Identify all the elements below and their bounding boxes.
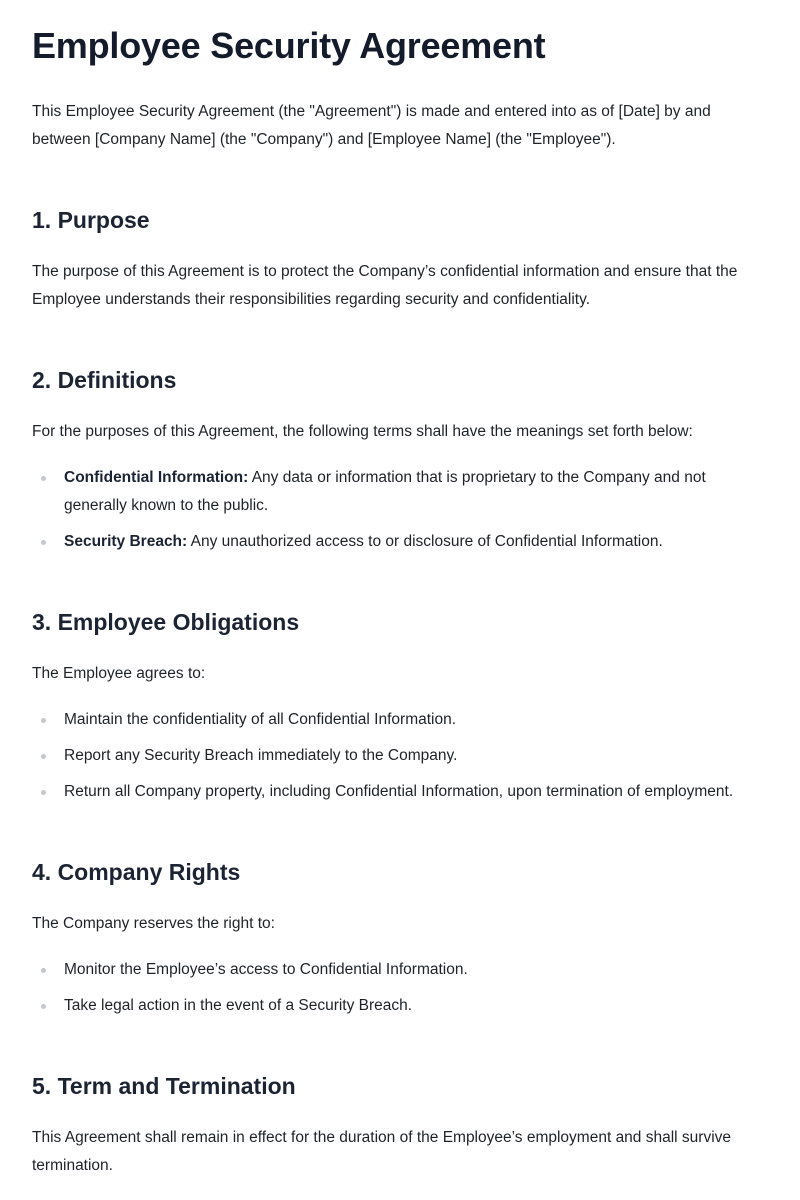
list-item: Take legal action in the event of a Security Breach. (64, 992, 768, 1020)
definition-text: Any data or information that is proprietary to the Company and not generally known to the public. (64, 469, 706, 514)
definition-text: Any unauthorized access to or disclosure of Confidential Information. (187, 533, 663, 550)
intro-paragraph: This Employee Security Agreement (the "Agreement") is made and entered into as of [Date] by and between [Company Name] (the "Company") and [Employee Name] (the "Employee"). (32, 103, 711, 148)
section-paragraph-term-and-termination: This Agreement shall remain in effect for the duration of the Employee’s employment and shall survive termination. (32, 1129, 732, 1174)
section-heading-purpose: 1. Purpose (32, 207, 150, 233)
section-paragraph-employee-obligations: The Employee agrees to: (32, 665, 206, 682)
list-item: Maintain the confidentiality of all Confidential Information. (64, 706, 768, 734)
section-heading-definitions: 2. Definitions (32, 367, 177, 393)
list-item (64, 528, 768, 556)
section-heading-term-and-termination: 5. Term and Termination (32, 1073, 296, 1099)
section-heading-company-rights: 4. Company Rights (32, 859, 241, 885)
definition-term: Confidential Information: (64, 469, 249, 486)
section-paragraph-company-rights: The Company reserves the right to: (32, 915, 275, 932)
obligations-list (32, 706, 768, 806)
definitions-list (32, 464, 768, 556)
definition-term: Security Breach: (64, 533, 188, 550)
section-heading-employee-obligations: 3. Employee Obligations (32, 609, 300, 635)
list-item: Return all Company property, including Confidential Information, upon termination of employment. (64, 778, 768, 806)
section-paragraph-purpose: The purpose of this Agreement is to protect the Company’s confidential information and ensure that the Employee understands their responsibilities regarding security and confidentiality. (32, 263, 738, 308)
section-paragraph-definitions: For the purposes of this Agreement, the following terms shall have the meanings set forth below: (32, 423, 693, 440)
company-rights-list (32, 956, 768, 1020)
list-item (64, 464, 768, 520)
list-item: Report any Security Breach immediately to the Company. (64, 742, 768, 770)
document-title: Employee Security Agreement (32, 25, 546, 66)
list-item: Monitor the Employee’s access to Confidential Information. (64, 956, 768, 984)
